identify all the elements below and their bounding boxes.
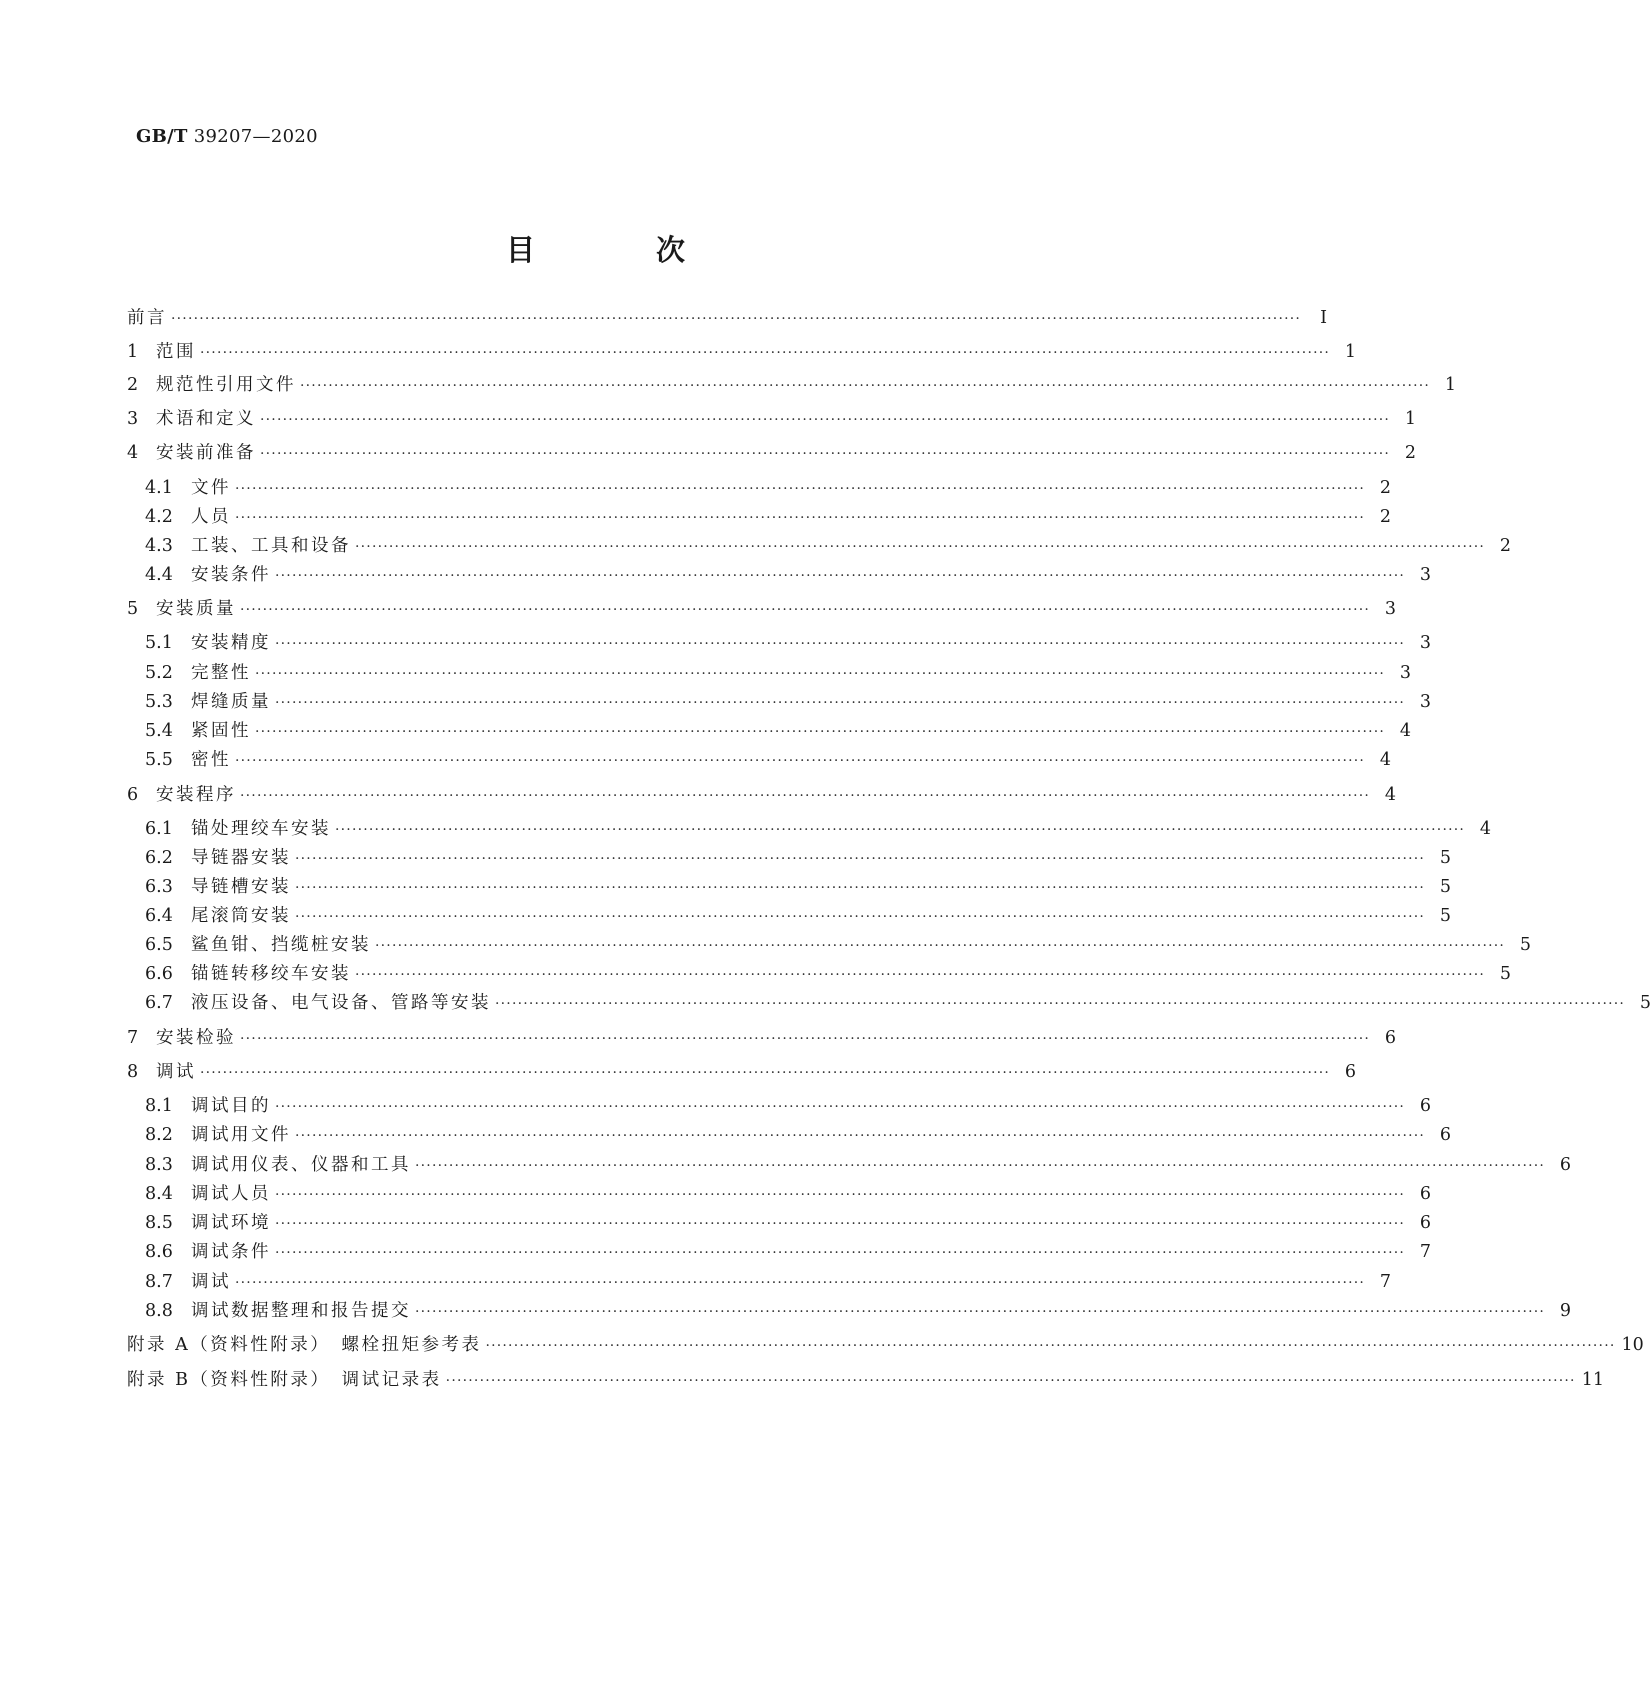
toc-entry[interactable] (145, 989, 1651, 1017)
toc-entry-label: 调试人员 (191, 1184, 271, 1204)
toc-entry-page: 2 (1379, 478, 1392, 498)
toc-entry-label: 调试用仪表、仪器和工具 (191, 1155, 411, 1175)
toc-entry-page: 5 (1439, 848, 1452, 868)
toc-leader-dots: ········································································································································································································ (495, 996, 1626, 1012)
toc-leader-dots: ········································································································································································································ (355, 967, 1486, 983)
toc-entry-label: 完整性 (191, 663, 251, 683)
toc-entry[interactable] (127, 405, 1417, 433)
toc-entry-number: 6.7 (145, 993, 173, 1013)
toc-entry[interactable] (145, 1238, 1432, 1266)
toc-entry-label: 安装前准备 (156, 443, 256, 463)
toc-entry-page: 7 (1419, 1242, 1432, 1262)
toc-entry-number: 5 (127, 599, 139, 619)
toc-entry[interactable] (145, 1209, 1432, 1237)
toc-entry-page: 10 (1621, 1335, 1644, 1355)
toc-entry-label: 鲨鱼钳、挡缆桩安装 (191, 935, 371, 955)
toc-entry-number: 8.2 (145, 1125, 173, 1145)
toc-entry[interactable] (145, 629, 1432, 657)
toc-entry-number: 6 (127, 785, 139, 805)
toc-entry-page: 6 (1384, 1028, 1397, 1048)
toc-entry-number: 8.3 (145, 1155, 173, 1175)
toc-leader-dots: ········································································································································································································ (295, 851, 1426, 867)
toc-entry-label: 安装质量 (156, 599, 236, 619)
toc-leader-dots: ········································································································································································································ (255, 724, 1386, 740)
toc-leader-dots: ········································································································································································································ (255, 666, 1386, 682)
standard-code-number: 39207—2020 (193, 126, 318, 147)
toc-entry[interactable] (127, 439, 1417, 467)
toc-entry[interactable] (145, 960, 1512, 988)
toc-entry-label: 范围 (156, 342, 196, 362)
toc-leader-dots: ········································································································································································································ (375, 938, 1506, 954)
toc-entry-label: 术语和定义 (156, 409, 256, 429)
toc-entry-number: 5.5 (145, 750, 173, 770)
toc-entry-label: 附录 B（资料性附录） 调试记录表 (127, 1370, 442, 1390)
toc-leader-dots: ········································································································································································································ (415, 1304, 1546, 1320)
toc-entry-page: 1 (1444, 375, 1457, 395)
toc-entry-page: 3 (1384, 599, 1397, 619)
toc-entry-page: 1 (1344, 342, 1357, 362)
toc-entry-label: 安装精度 (191, 633, 271, 653)
toc-leader-dots: ········································································································································································································ (235, 1275, 1366, 1291)
toc-leader-dots: ········································································································································································································ (235, 753, 1366, 769)
toc-entry-label: 安装检验 (156, 1028, 236, 1048)
toc-entry-page: 5 (1639, 993, 1651, 1013)
toc-entry[interactable] (145, 1092, 1432, 1120)
toc-entry-number: 4.4 (145, 565, 173, 585)
toc-entry[interactable] (145, 1268, 1392, 1296)
toc-entry[interactable] (145, 1121, 1452, 1149)
toc-entry-label: 前言 (127, 308, 167, 328)
toc-entry-number: 6.2 (145, 848, 173, 868)
toc-entry-number: 4.3 (145, 536, 173, 556)
toc-leader-dots: ········································································································································································································ (240, 1031, 1371, 1047)
toc-entry-number: 8.1 (145, 1096, 173, 1116)
toc-entry-page: 3 (1419, 692, 1432, 712)
toc-entry-label: 附录 A（资料性附录） 螺栓扭矩参考表 (127, 1335, 482, 1355)
toc-entry-label: 人员 (191, 507, 231, 527)
toc-entry[interactable] (145, 931, 1532, 959)
toc-entry-label: 调试 (156, 1062, 196, 1082)
page-title: 目 次 (505, 233, 731, 267)
toc-entry-page: 5 (1439, 906, 1452, 926)
toc-entry-number: 8.6 (145, 1242, 173, 1262)
toc-leader-dots: ········································································································································································································ (300, 378, 1431, 394)
toc-entry[interactable] (145, 1180, 1432, 1208)
toc-entry-label: 安装程序 (156, 785, 236, 805)
toc-entry-number: 8.4 (145, 1184, 173, 1204)
toc-entry-page: 2 (1379, 507, 1392, 527)
toc-entry-number: 6.4 (145, 906, 173, 926)
toc-leader-dots: ········································································································································································································ (335, 822, 1466, 838)
toc-entry-page: 6 (1344, 1062, 1357, 1082)
toc-leader-dots: ········································································································································································································ (485, 1338, 1616, 1354)
toc-entry-page: 11 (1581, 1370, 1604, 1390)
toc-entry[interactable] (145, 659, 1412, 687)
toc-leader-dots: ········································································································································································································ (295, 909, 1426, 925)
toc-leader-dots: ········································································································································································································ (275, 1216, 1406, 1232)
toc-entry-page: 9 (1559, 1301, 1572, 1321)
toc-entry-page: 4 (1479, 819, 1492, 839)
toc-entry-number: 6.6 (145, 964, 173, 984)
toc-entry-page: Ⅰ (1320, 308, 1328, 328)
toc-entry-number: 6.1 (145, 819, 173, 839)
toc-entry-number: 6.5 (145, 935, 173, 955)
toc-entry[interactable] (127, 371, 1457, 399)
toc-leader-dots: ········································································································································································································ (295, 1128, 1426, 1144)
toc-leader-dots: ········································································································································································································ (275, 1187, 1406, 1203)
toc-entry-page: 2 (1404, 443, 1417, 463)
toc-entry-label: 文件 (191, 478, 231, 498)
toc-entry[interactable] (145, 717, 1412, 745)
toc-leader-dots: ········································································································································································································ (200, 345, 1331, 361)
toc-entry-page: 1 (1404, 409, 1417, 429)
toc-entry-number: 3 (127, 409, 139, 429)
toc-entry[interactable] (145, 902, 1452, 930)
toc-entry-number: 8.7 (145, 1272, 173, 1292)
toc-entry[interactable] (145, 688, 1432, 716)
toc-entry[interactable] (127, 304, 1328, 332)
toc-entry-number: 8.5 (145, 1213, 173, 1233)
toc-entry[interactable] (127, 595, 1397, 623)
toc-leader-dots: ········································································································································································································ (275, 695, 1406, 711)
toc-leader-dots: ········································································································································································································ (355, 539, 1486, 555)
toc-entry-page: 4 (1399, 721, 1412, 741)
toc-entry-page: 6 (1439, 1125, 1452, 1145)
toc-entry-page: 6 (1419, 1213, 1432, 1233)
toc-entry[interactable] (145, 844, 1452, 872)
toc-entry[interactable] (145, 474, 1392, 502)
toc-entry-label: 紧固性 (191, 721, 251, 741)
toc-entry-page: 5 (1439, 877, 1452, 897)
toc-entry-page: 3 (1419, 565, 1432, 585)
toc-entry-number: 8 (127, 1062, 139, 1082)
toc-entry[interactable] (127, 1331, 1644, 1359)
toc-entry-page: 6 (1419, 1184, 1432, 1204)
toc-entry[interactable] (127, 338, 1357, 366)
toc-entry[interactable] (127, 1024, 1397, 1052)
toc-entry[interactable] (145, 746, 1392, 774)
toc-entry-label: 导链器安装 (191, 848, 291, 868)
toc-entry[interactable] (145, 503, 1392, 531)
toc-entry-page: 2 (1499, 536, 1512, 556)
toc-entry[interactable] (145, 815, 1492, 843)
toc-entry-label: 尾滚筒安装 (191, 906, 291, 926)
toc-entry-label: 液压设备、电气设备、管路等安装 (191, 993, 491, 1013)
toc-entry-page: 5 (1519, 935, 1532, 955)
toc-entry-label: 焊缝质量 (191, 692, 271, 712)
toc-entry-label: 调试环境 (191, 1213, 271, 1233)
standard-code-prefix: GB/T (136, 126, 188, 147)
toc-entry-number: 4.2 (145, 507, 173, 527)
toc-entry-number: 8.8 (145, 1301, 173, 1321)
toc-entry-number: 1 (127, 342, 139, 362)
toc-entry-number: 7 (127, 1028, 139, 1048)
toc-entry-page: 3 (1399, 663, 1412, 683)
toc-entry-page: 6 (1559, 1155, 1572, 1175)
toc-leader-dots: ········································································································································································································ (171, 311, 1302, 327)
toc-entry-label: 工装、工具和设备 (191, 536, 351, 556)
toc-entry-number: 5.1 (145, 633, 173, 653)
toc-entry-label: 导链槽安装 (191, 877, 291, 897)
toc-entry-number: 2 (127, 375, 139, 395)
toc-entry-page: 5 (1499, 964, 1512, 984)
toc-entry-label: 调试目的 (191, 1096, 271, 1116)
toc-entry[interactable] (145, 561, 1432, 589)
toc-leader-dots: ········································································································································································································ (200, 1065, 1331, 1081)
toc-entry-label: 锚链转移绞车安装 (191, 964, 351, 984)
toc-entry-label: 规范性引用文件 (156, 375, 296, 395)
toc-leader-dots: ········································································································································································································ (240, 788, 1371, 804)
toc-leader-dots: ········································································································································································································ (295, 880, 1426, 896)
toc-entry[interactable] (145, 1297, 1572, 1325)
toc-entry-number: 5.4 (145, 721, 173, 741)
toc-leader-dots: ········································································································································································································ (445, 1373, 1576, 1389)
toc-entry-label: 安装条件 (191, 565, 271, 585)
toc-entry-page: 4 (1379, 750, 1392, 770)
toc-entry-page: 4 (1384, 785, 1397, 805)
toc-entry-label: 调试数据整理和报告提交 (191, 1301, 411, 1321)
toc-leader-dots: ········································································································································································································ (275, 636, 1406, 652)
toc-leader-dots: ········································································································································································································ (275, 1245, 1406, 1261)
toc-entry-number: 4.1 (145, 478, 173, 498)
toc-entry[interactable] (127, 1366, 1604, 1394)
toc-leader-dots: ········································································································································································································ (260, 412, 1391, 428)
toc-entry-number: 5.2 (145, 663, 173, 683)
toc-leader-dots: ········································································································································································································ (275, 1099, 1406, 1115)
toc-leader-dots: ········································································································································································································ (275, 568, 1406, 584)
toc-entry[interactable] (127, 781, 1397, 809)
toc-entry-label: 锚处理绞车安装 (191, 819, 331, 839)
toc-entry-label: 调试条件 (191, 1242, 271, 1262)
toc-entry-page: 6 (1419, 1096, 1432, 1116)
toc-leader-dots: ········································································································································································································ (235, 481, 1366, 497)
toc-leader-dots: ········································································································································································································ (415, 1158, 1546, 1174)
toc-leader-dots: ········································································································································································································ (240, 602, 1371, 618)
toc-leader-dots: ········································································································································································································ (260, 446, 1391, 462)
toc-entry[interactable] (145, 532, 1512, 560)
toc-entry-page: 3 (1419, 633, 1432, 653)
toc-entry[interactable] (127, 1058, 1357, 1086)
toc-entry-label: 调试 (191, 1272, 231, 1292)
toc-leader-dots: ········································································································································································································ (235, 510, 1366, 526)
toc-entry[interactable] (145, 873, 1452, 901)
toc-entry-number: 6.3 (145, 877, 173, 897)
toc-entry[interactable] (145, 1151, 1572, 1179)
toc-entry-number: 5.3 (145, 692, 173, 712)
toc-entry-number: 4 (127, 443, 139, 463)
toc-entry-page: 7 (1379, 1272, 1392, 1292)
toc-entry-label: 调试用文件 (191, 1125, 291, 1145)
toc-entry-label: 密性 (191, 750, 231, 770)
